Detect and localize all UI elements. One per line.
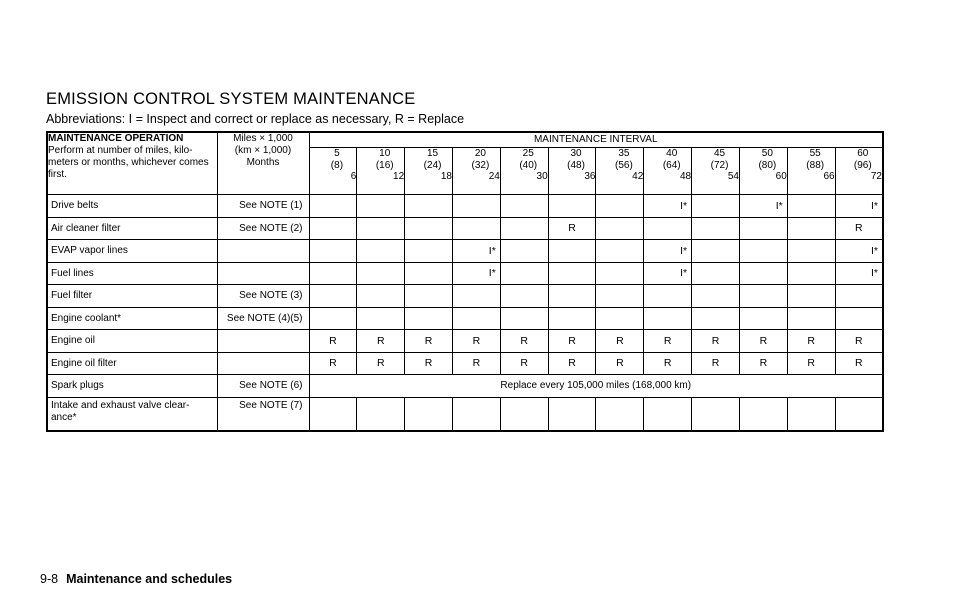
interval-cell [835, 397, 883, 431]
interval-cell [692, 285, 740, 308]
interval-cell: R [405, 330, 453, 353]
interval-cell: R [357, 330, 405, 353]
interval-cell: I* [835, 195, 883, 218]
interval-cell [452, 195, 500, 218]
table-row [47, 307, 883, 330]
interval-km: (96) [853, 159, 872, 171]
operation-name: Engine oil [47, 330, 217, 353]
interval-km: (64) [662, 159, 681, 171]
interval-cell [787, 217, 835, 240]
interval-cell [357, 217, 405, 240]
page-footer [40, 572, 232, 586]
interval-cell: R [739, 330, 787, 353]
interval-cell [548, 240, 596, 263]
interval-cell [309, 397, 357, 431]
interval-months: 48 [680, 171, 692, 182]
interval-months: 36 [584, 171, 596, 182]
operation-header-text: Perform at number of miles, kilo- meters or months, whichever comes first. [48, 145, 209, 180]
interval-cell [692, 262, 740, 285]
interval-miles: 55 [809, 148, 821, 159]
interval-cell: R [309, 352, 357, 375]
interval-cell: R [596, 330, 644, 353]
interval-miles: 45 [713, 148, 726, 159]
interval-cell [548, 307, 596, 330]
interval-header-cell [309, 148, 357, 195]
interval-miles: 10 [379, 148, 391, 159]
interval-cell [692, 240, 740, 263]
table-row [47, 217, 883, 240]
interval-cell [405, 307, 453, 330]
interval-cell [309, 240, 357, 263]
interval-cell [405, 195, 453, 218]
interval-km: (80) [758, 159, 777, 171]
operation-name: EVAP vapor lines [47, 240, 217, 263]
interval-cell: R [548, 352, 596, 375]
interval-months: 12 [393, 171, 405, 182]
interval-cell: I* [452, 240, 500, 263]
interval-miles: 5 [334, 148, 340, 159]
interval-cell [548, 195, 596, 218]
interval-cell [405, 240, 453, 263]
interval-miles: 35 [618, 148, 630, 159]
interval-cell [500, 240, 548, 263]
interval-km: (56) [614, 159, 633, 171]
interval-cell [500, 285, 548, 308]
interval-cell: R [548, 217, 596, 240]
interval-cell [405, 397, 453, 431]
miles-header [217, 132, 309, 195]
operation-header-title: MAINTENANCE OPERATION [48, 133, 184, 144]
interval-cell: R [835, 217, 883, 240]
interval-cell: I* [644, 195, 692, 218]
interval-cell: R [452, 352, 500, 375]
operation-name: Spark plugs [47, 375, 217, 398]
interval-months: 66 [823, 171, 835, 182]
interval-months: 42 [632, 171, 644, 182]
interval-cell [596, 262, 644, 285]
interval-miles: 25 [522, 148, 534, 159]
interval-cell: R [787, 352, 835, 375]
interval-cell: R [596, 352, 644, 375]
km-header-line: (km × 1,000) [234, 145, 292, 156]
interval-cell [548, 397, 596, 431]
interval-km: (48) [567, 159, 585, 171]
interval-km: (24) [423, 159, 442, 171]
operation-note: See NOTE (3) [217, 285, 309, 308]
interval-cell: I* [835, 262, 883, 285]
interval-header-cell [739, 148, 787, 195]
interval-header-cell [405, 148, 453, 195]
interval-header-cell [692, 148, 740, 195]
interval-cell: R [452, 330, 500, 353]
operation-note: See NOTE (4)(5) [217, 307, 309, 330]
interval-miles: 40 [666, 148, 678, 159]
interval-cell [692, 397, 740, 431]
table-row [47, 240, 883, 263]
operation-name: Air cleaner filter [47, 217, 217, 240]
maintenance-rows [47, 195, 883, 431]
interval-cell: R [739, 352, 787, 375]
table-row [47, 330, 883, 353]
section-name: Maintenance and schedules [66, 572, 233, 586]
interval-header-cell [596, 148, 644, 195]
interval-km: (32) [471, 159, 490, 171]
table-row [47, 397, 883, 431]
interval-miles: 15 [427, 148, 439, 159]
interval-cell [309, 262, 357, 285]
page-title: EMISSION CONTROL SYSTEM MAINTENANCE [46, 90, 416, 108]
interval-cell [309, 285, 357, 308]
operation-header [47, 132, 217, 195]
interval-cell [644, 307, 692, 330]
interval-cell [787, 307, 835, 330]
interval-cell [692, 217, 740, 240]
interval-months: 30 [536, 171, 548, 182]
interval-cell [500, 307, 548, 330]
table-row [47, 352, 883, 375]
interval-months: 18 [440, 171, 452, 182]
table-row [47, 375, 883, 398]
interval-cell: I* [835, 240, 883, 263]
interval-months: 72 [870, 171, 882, 182]
interval-months: 6 [350, 171, 357, 182]
abbreviations-note: Abbreviations: I = Inspect and correct or replace as necessary, R = Replace [46, 112, 465, 126]
interval-cell [835, 285, 883, 308]
interval-cell: R [357, 352, 405, 375]
interval-cell: R [692, 352, 740, 375]
interval-months: 54 [727, 171, 739, 182]
interval-cell [500, 217, 548, 240]
page-number: 9-8 [40, 572, 59, 586]
interval-cell: I* [644, 262, 692, 285]
interval-km: (88) [806, 159, 825, 171]
operation-note [217, 240, 309, 263]
interval-cell: R [692, 330, 740, 353]
interval-cell [739, 285, 787, 308]
interval-cell [309, 217, 357, 240]
interval-cell [787, 285, 835, 308]
interval-cell [500, 262, 548, 285]
interval-cell [692, 195, 740, 218]
interval-cell [500, 397, 548, 431]
interval-cell: R [405, 352, 453, 375]
interval-cell: R [644, 352, 692, 375]
interval-cell [596, 240, 644, 263]
interval-cell [596, 195, 644, 218]
interval-cell [596, 397, 644, 431]
interval-cell [405, 285, 453, 308]
months-header-line: Months [246, 157, 280, 168]
interval-miles: 30 [570, 148, 582, 159]
interval-cell [452, 217, 500, 240]
interval-cell [596, 285, 644, 308]
interval-cell [596, 217, 644, 240]
interval-cell: R [644, 330, 692, 353]
operation-note: See NOTE (6) [217, 375, 309, 398]
operation-name: Engine oil filter [47, 352, 217, 375]
operation-name: Drive belts [47, 195, 217, 218]
interval-cell [452, 285, 500, 308]
interval-header-cell [500, 148, 548, 195]
interval-cell [787, 397, 835, 431]
interval-months: 60 [775, 171, 787, 182]
interval-cell [596, 307, 644, 330]
interval-miles: 60 [857, 148, 869, 159]
interval-cell [787, 240, 835, 263]
interval-cell [357, 262, 405, 285]
interval-cell [309, 307, 357, 330]
interval-cell [357, 285, 405, 308]
operation-note [217, 262, 309, 285]
interval-header-cell [452, 148, 500, 195]
interval-km: (40) [519, 159, 538, 171]
operation-note: See NOTE (2) [217, 217, 309, 240]
interval-cell: R [835, 330, 883, 353]
interval-cell [644, 217, 692, 240]
interval-cell [644, 397, 692, 431]
interval-header-cell [644, 148, 692, 195]
interval-cell [357, 195, 405, 218]
interval-cell [405, 262, 453, 285]
interval-cell: R [835, 352, 883, 375]
interval-cell: R [548, 330, 596, 353]
interval-miles: 50 [761, 148, 773, 159]
interval-cell [548, 285, 596, 308]
interval-cell: I* [739, 195, 787, 218]
interval-header-cell [787, 148, 835, 195]
interval-cell [739, 217, 787, 240]
interval-cell [357, 307, 405, 330]
interval-km: (72) [710, 159, 729, 171]
interval-cell: R [309, 330, 357, 353]
operation-name: Fuel filter [47, 285, 217, 308]
interval-cell: I* [452, 262, 500, 285]
interval-cell [405, 217, 453, 240]
operation-note: See NOTE (7) [217, 397, 309, 431]
interval-miles: 20 [474, 148, 486, 159]
interval-cell [309, 195, 357, 218]
interval-cell: R [500, 352, 548, 375]
interval-cell: R [500, 330, 548, 353]
replace-interval-text: Replace every 105,000 miles (168,000 km) [309, 375, 883, 398]
interval-km: (8) [330, 159, 344, 171]
maintenance-table [46, 131, 884, 432]
interval-cell [644, 285, 692, 308]
operation-note [217, 352, 309, 375]
interval-cell [739, 240, 787, 263]
interval-header-cell [835, 148, 883, 195]
interval-cell [357, 240, 405, 263]
interval-cell: I* [644, 240, 692, 263]
interval-cell [835, 307, 883, 330]
interval-header-cell [548, 148, 596, 195]
operation-note: See NOTE (1) [217, 195, 309, 218]
interval-header-cell [357, 148, 405, 195]
interval-cell [357, 397, 405, 431]
interval-header: MAINTENANCE INTERVAL [309, 132, 883, 148]
operation-name: Fuel lines [47, 262, 217, 285]
operation-name: Engine coolant* [47, 307, 217, 330]
interval-cell [692, 307, 740, 330]
operation-name: Intake and exhaust valve clear- ance* [47, 397, 217, 431]
interval-cell [548, 262, 596, 285]
interval-months: 24 [488, 171, 500, 182]
interval-cell [452, 397, 500, 431]
interval-cell: R [787, 330, 835, 353]
interval-cell [739, 262, 787, 285]
interval-cell [500, 195, 548, 218]
interval-cell [739, 307, 787, 330]
interval-km: (16) [375, 159, 394, 171]
interval-cell [787, 262, 835, 285]
table-row [47, 285, 883, 308]
interval-cell [452, 307, 500, 330]
table-row [47, 195, 883, 218]
interval-cell [739, 397, 787, 431]
operation-note [217, 330, 309, 353]
interval-cell [787, 195, 835, 218]
miles-header-line: Miles × 1,000 [233, 133, 293, 144]
table-row [47, 262, 883, 285]
